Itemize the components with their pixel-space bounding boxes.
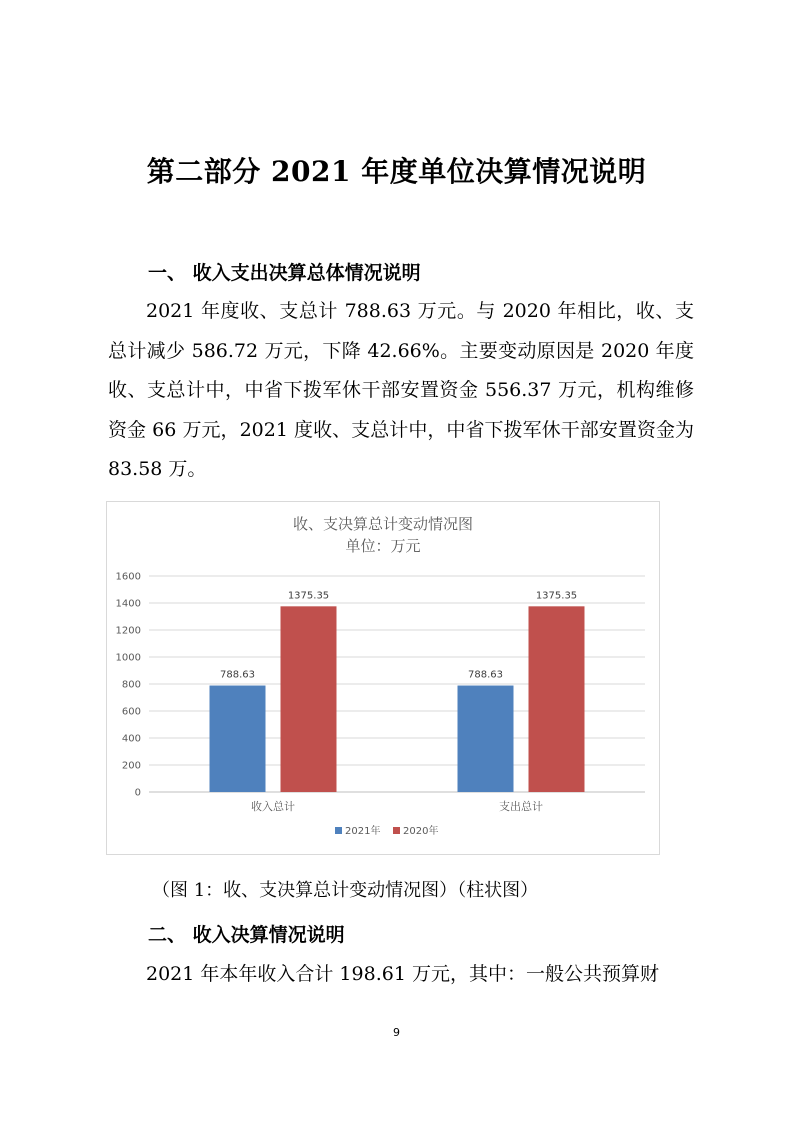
bar bbox=[458, 686, 514, 792]
section1-paragraph: 2021 年度收、支总计 788.63 万元。与 2020 年相比，收、支总计减少 586.72 万元，下降 42.66%。主要变动原因是 2020 年度收、支总计中，中省下拨军休干部安置资金 556.37 万元，机构维修资金 66 万元，2021 度收、支总计中，中省下拨军休干部安置资金为 83.58 万。 bbox=[108, 300, 694, 480]
y-tick-label: 1000 bbox=[115, 652, 141, 664]
y-tick-label: 1600 bbox=[115, 571, 141, 583]
legend-label: 2021年 bbox=[345, 826, 381, 837]
y-tick-label: 1200 bbox=[115, 625, 141, 637]
y-tick-label: 400 bbox=[121, 733, 141, 745]
y-tick-label: 0 bbox=[134, 787, 141, 799]
legend-swatch bbox=[335, 827, 342, 834]
chart-title: 收、支决算总计变动情况图 bbox=[292, 515, 474, 533]
y-tick-label: 600 bbox=[121, 706, 141, 718]
bar bbox=[281, 606, 337, 792]
page-number: 9 bbox=[393, 1026, 400, 1039]
data-label: 788.63 bbox=[468, 669, 503, 681]
page-title: 第二部分 2021 年度单位决算情况说明 bbox=[146, 155, 647, 188]
data-label: 1375.35 bbox=[535, 590, 578, 602]
y-tick-label: 800 bbox=[121, 679, 141, 691]
y-tick-label: 1400 bbox=[115, 598, 141, 610]
section2-heading: 二、 收入决算情况说明 bbox=[148, 924, 345, 946]
data-label: 788.63 bbox=[220, 669, 255, 681]
chart-container bbox=[106, 501, 660, 855]
bar bbox=[210, 686, 266, 792]
x-tick-label: 支出总计 bbox=[499, 800, 543, 813]
legend-label: 2020年 bbox=[403, 826, 439, 837]
bar bbox=[529, 606, 585, 792]
section2-paragraph: 2021 年本年收入合计 198.61 万元，其中：一般公共预算财 bbox=[146, 963, 659, 985]
data-label: 1375.35 bbox=[287, 590, 330, 602]
figure-caption: （图 1：收、支决算总计变动情况图）（柱状图） bbox=[152, 880, 539, 901]
bar-chart bbox=[107, 502, 659, 854]
y-tick-label: 200 bbox=[121, 760, 141, 772]
section1-heading: 一、 收入支出决算总体情况说明 bbox=[148, 262, 421, 284]
chart-subtitle: 单位：万元 bbox=[345, 537, 421, 555]
x-tick-label: 收入总计 bbox=[251, 800, 295, 813]
legend-swatch bbox=[393, 827, 400, 834]
